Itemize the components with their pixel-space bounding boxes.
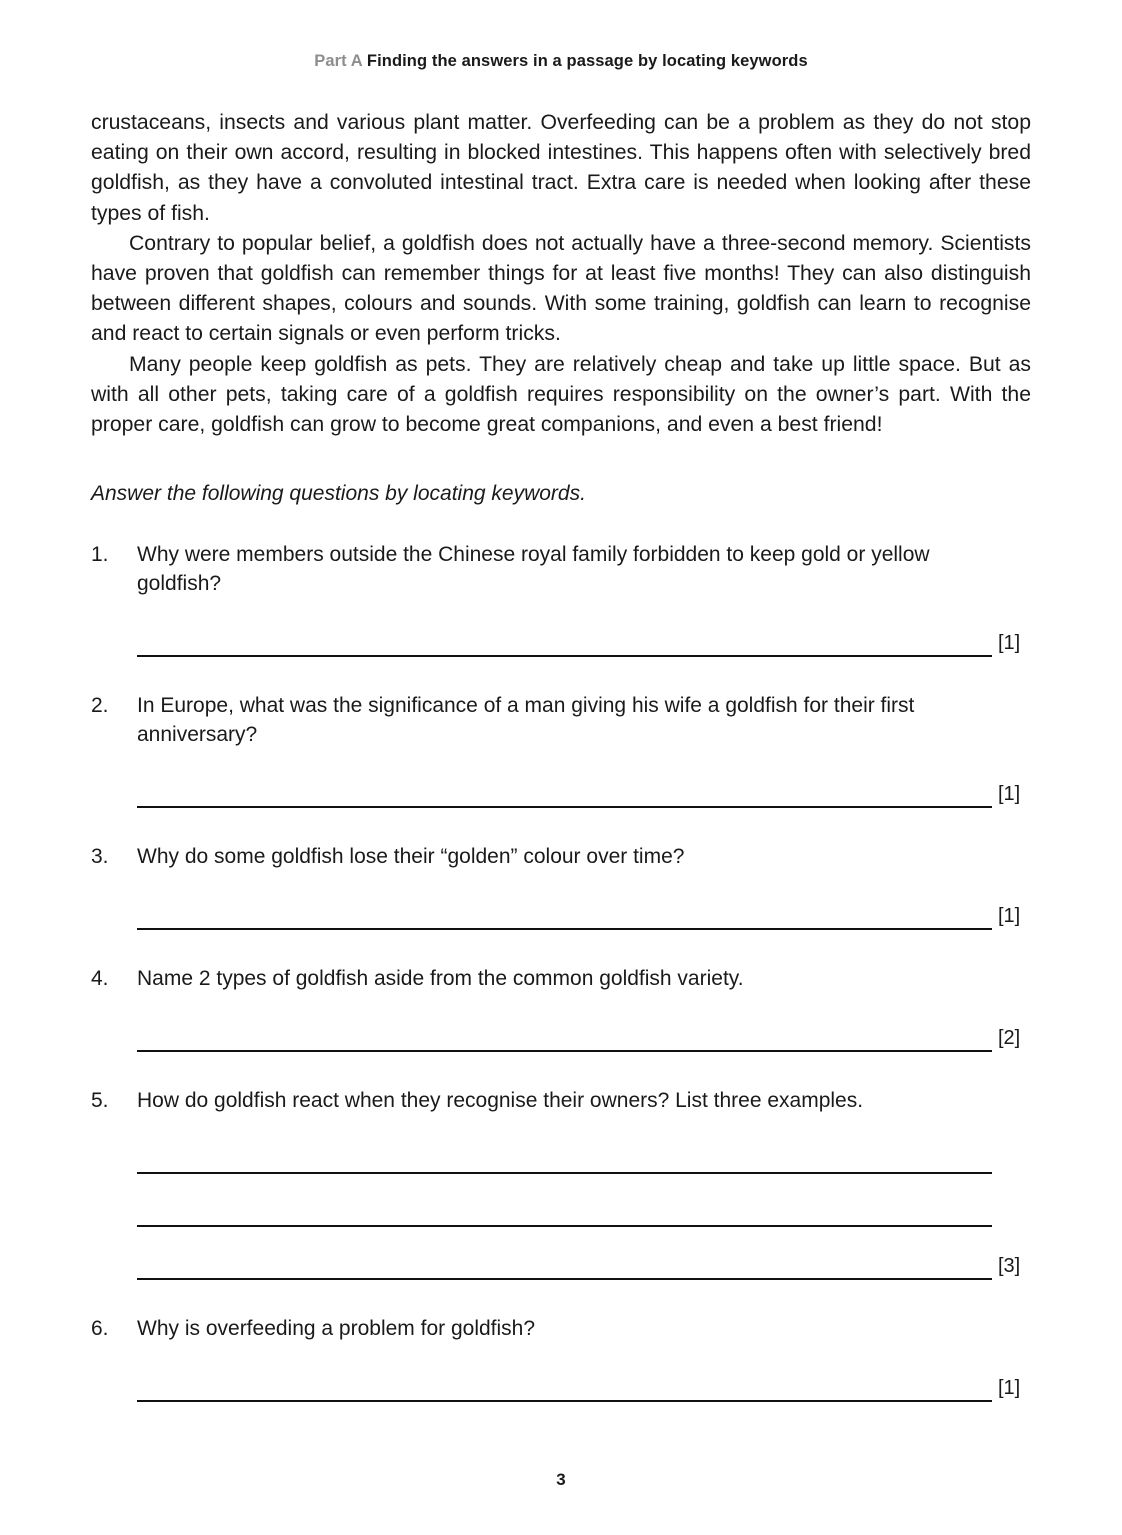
answer-rule[interactable] — [137, 655, 992, 657]
question-number: 1. — [91, 543, 109, 567]
mark-allocation: [1] — [998, 783, 1021, 806]
running-header — [0, 52, 1122, 72]
question-text: Why is overfeeding a problem for goldfish? — [137, 1317, 536, 1341]
question-text: How do goldfish react when they recognise their owners? List three examples. — [137, 1089, 864, 1113]
question-block — [91, 842, 1031, 964]
answer-line[interactable] — [91, 1227, 1031, 1280]
answer-rule[interactable] — [137, 928, 992, 930]
question-spacer — [91, 1280, 1031, 1314]
answer-rule[interactable] — [137, 1050, 992, 1052]
question-row — [91, 842, 1031, 871]
answer-line[interactable] — [91, 1121, 1031, 1174]
question-number: 2. — [91, 694, 109, 718]
question-row — [91, 540, 1031, 598]
header-title: Finding the answers in a passage by locating keywords — [366, 52, 808, 70]
answer-line[interactable] — [91, 1174, 1031, 1227]
answer-line[interactable] — [91, 999, 1031, 1052]
question-block — [91, 691, 1031, 842]
question-row — [91, 1086, 1031, 1115]
question-number: 5. — [91, 1089, 109, 1113]
passage-paragraph-3: Many people keep goldfish as pets. They are relatively cheap and take up little space. But as with all other pets, taking care of a goldfish requires responsibility on the owner’s part. With the proper care, goldfish can grow to become great companions, and even a best friend! — [91, 352, 1031, 437]
question-block — [91, 964, 1031, 1086]
passage-paragraph-2: Contrary to popular belief, a goldfish does not actually have a three-second memory. Scientists have proven that goldfish can remember things for at least five months! They can also distinguish between different shapes, colours and sounds. With some training, goldfish can learn to recognise and react to certain signals or even perform tricks. — [91, 231, 1031, 346]
answer-line[interactable] — [91, 1349, 1031, 1402]
answer-rule[interactable] — [137, 1225, 992, 1227]
answer-lines — [91, 755, 1031, 808]
question-number: 6. — [91, 1317, 109, 1341]
answer-rule[interactable] — [137, 1400, 992, 1402]
answer-rule[interactable] — [137, 1172, 992, 1174]
answer-lines — [91, 1121, 1031, 1280]
answer-line[interactable] — [91, 604, 1031, 657]
question-number: 4. — [91, 967, 109, 991]
answer-rule[interactable] — [137, 806, 992, 808]
mark-allocation: [2] — [998, 1027, 1021, 1050]
answer-lines — [91, 877, 1031, 930]
answer-lines — [91, 999, 1031, 1052]
answer-rule[interactable] — [137, 1278, 992, 1280]
mark-allocation: [1] — [998, 632, 1021, 655]
question-spacer — [91, 1402, 1031, 1436]
question-text: Why do some goldfish lose their “golden” colour over time? — [137, 845, 685, 869]
mark-allocation: [1] — [998, 905, 1021, 928]
question-row — [91, 964, 1031, 993]
questions-list — [91, 540, 1031, 1436]
question-text: In Europe, what was the significance of a man giving his wife a goldfish for their first anniversary? — [137, 694, 915, 747]
question-block — [91, 1086, 1031, 1314]
mark-allocation: [1] — [998, 1377, 1021, 1400]
question-spacer — [91, 930, 1031, 964]
page-number: 3 — [556, 1470, 566, 1489]
question-spacer — [91, 1052, 1031, 1086]
question-spacer — [91, 808, 1031, 842]
passage-paragraph-1: crustaceans, insects and various plant matter. Overfeeding can be a problem as they do not stop eating on their own accord, resulting in blocked intestines. This happens often with selectively bred goldfish, as they have a convoluted intestinal tract. Extra care is needed when looking after these types of fish. — [91, 111, 1031, 225]
question-number: 3. — [91, 845, 109, 869]
mark-allocation: [3] — [998, 1255, 1021, 1278]
answer-lines — [91, 1349, 1031, 1402]
question-block — [91, 1314, 1031, 1436]
answer-line[interactable] — [91, 877, 1031, 930]
question-text: Why were members outside the Chinese royal family forbidden to keep gold or yellow goldfish? — [137, 543, 930, 596]
question-row — [91, 1314, 1031, 1343]
page-content — [91, 108, 1031, 1436]
question-row — [91, 691, 1031, 749]
part-label: Part A — [314, 52, 363, 70]
answer-lines — [91, 604, 1031, 657]
question-block — [91, 540, 1031, 691]
answer-line[interactable] — [91, 755, 1031, 808]
instruction-text: Answer the following questions by locating keywords. — [91, 482, 586, 506]
question-text: Name 2 types of goldfish aside from the common goldfish variety. — [137, 967, 744, 991]
question-spacer — [91, 657, 1031, 691]
